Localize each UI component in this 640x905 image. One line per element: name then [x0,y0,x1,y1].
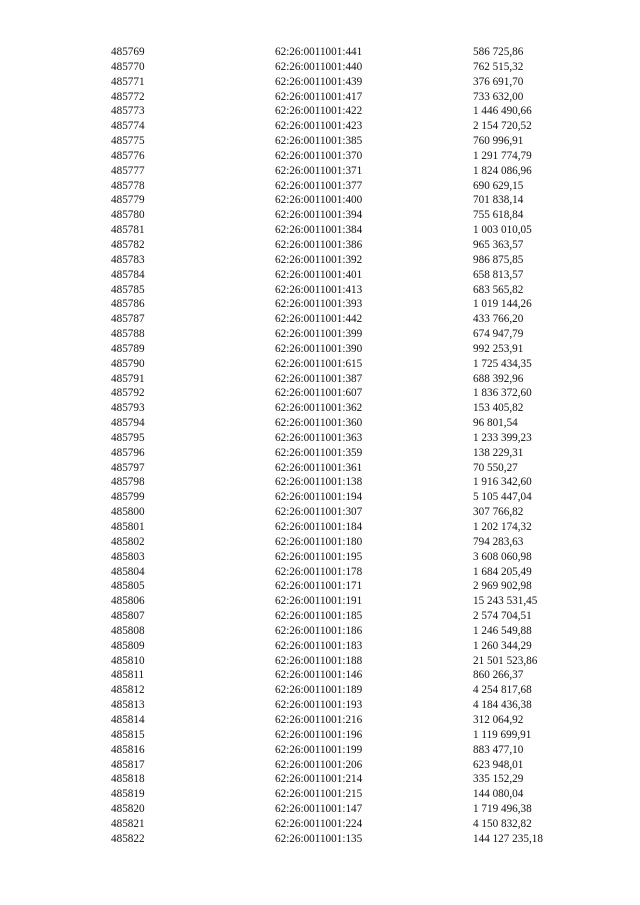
cadastral-number: 62:26:0011001:442 [275,313,363,326]
table-row [0,386,640,401]
row-number: 485809 [111,639,145,652]
cadastral-number: 62:26:0011001:423 [275,120,363,133]
table-row [0,90,640,105]
cadastral-number: 62:26:0011001:607 [275,387,363,400]
cadastral-value: 335 152,29 [473,773,524,786]
cadastral-value: 992 253,91 [473,342,524,355]
row-number: 485822 [111,832,145,845]
cadastral-value: 307 766,82 [473,506,524,519]
table-row [0,535,640,550]
cadastral-value: 1 119 699,91 [473,728,532,741]
table-row [0,520,640,535]
cadastral-number: 62:26:0011001:413 [275,283,363,296]
table-row [0,550,640,565]
cadastral-number: 62:26:0011001:362 [275,402,363,415]
cadastral-number: 62:26:0011001:183 [275,639,363,652]
cadastral-value: 376 691,70 [473,75,524,88]
row-number: 485782 [111,238,145,251]
cadastral-value: 1 233 399,23 [473,431,532,444]
table-row [0,743,640,758]
cadastral-number: 62:26:0011001:178 [275,565,363,578]
row-number: 485797 [111,461,145,474]
cadastral-value: 760 996,91 [473,135,524,148]
cadastral-number: 62:26:0011001:193 [275,699,363,712]
cadastral-value: 138 229,31 [473,446,524,459]
cadastral-number: 62:26:0011001:307 [275,506,363,519]
table-row [0,134,640,149]
table-row [0,698,640,713]
row-number: 485788 [111,328,145,341]
cadastral-value: 1 725 434,35 [473,357,532,370]
table-row [0,624,640,639]
cadastral-value: 2 154 720,52 [473,120,532,133]
cadastral-value: 658 813,57 [473,268,524,281]
cadastral-number: 62:26:0011001:194 [275,491,363,504]
cadastral-number: 62:26:0011001:135 [275,832,363,845]
cadastral-number: 62:26:0011001:216 [275,713,363,726]
cadastral-value: 96 801,54 [473,417,518,430]
cadastral-value: 3 608 060,98 [473,550,532,563]
table-row [0,639,640,654]
cadastral-number: 62:26:0011001:188 [275,654,363,667]
table-row [0,179,640,194]
table-row [0,832,640,847]
table-row [0,60,640,75]
cadastral-value: 1 291 774,79 [473,149,532,162]
cadastral-value: 674 947,79 [473,328,524,341]
table-row [0,461,640,476]
cadastral-number: 62:26:0011001:387 [275,372,363,385]
row-number: 485780 [111,209,145,222]
cadastral-value: 433 766,20 [473,313,524,326]
table-row [0,401,640,416]
cadastral-value: 1 719 496,38 [473,803,532,816]
table-row [0,594,640,609]
cadastral-number: 62:26:0011001:394 [275,209,363,222]
table-row [0,609,640,624]
table-row [0,668,640,683]
table-row [0,119,640,134]
row-number: 485785 [111,283,145,296]
cadastral-value: 1 684 205,49 [473,565,532,578]
cadastral-value: 15 243 531,45 [473,595,538,608]
cadastral-value: 690 629,15 [473,179,524,192]
cadastral-number: 62:26:0011001:214 [275,773,363,786]
cadastral-number: 62:26:0011001:377 [275,179,363,192]
cadastral-value: 1 019 144,26 [473,298,532,311]
cadastral-number: 62:26:0011001:196 [275,728,363,741]
row-number: 485796 [111,446,145,459]
table-row [0,802,640,817]
row-number: 485803 [111,550,145,563]
table-row [0,223,640,238]
row-number: 485819 [111,788,145,801]
cadastral-value: 2 969 902,98 [473,580,532,593]
cadastral-value: 860 266,37 [473,669,524,682]
cadastral-value: 4 254 817,68 [473,684,532,697]
cadastral-number: 62:26:0011001:359 [275,446,363,459]
row-number: 485790 [111,357,145,370]
cadastral-value: 21 501 523,86 [473,654,538,667]
table-row [0,104,640,119]
cadastral-number: 62:26:0011001:615 [275,357,363,370]
row-number: 485813 [111,699,145,712]
cadastral-value: 5 105 447,04 [473,491,532,504]
cadastral-number: 62:26:0011001:206 [275,758,363,771]
row-number: 485792 [111,387,145,400]
row-number: 485779 [111,194,145,207]
cadastral-value: 144 127 235,18 [473,832,543,845]
table-row [0,490,640,505]
cadastral-value: 701 838,14 [473,194,524,207]
row-number: 485800 [111,506,145,519]
cadastral-value: 1 003 010,05 [473,224,532,237]
cadastral-number: 62:26:0011001:371 [275,164,363,177]
table-row [0,654,640,669]
table-row [0,327,640,342]
table-row [0,683,640,698]
cadastral-number: 62:26:0011001:199 [275,743,363,756]
cadastral-number: 62:26:0011001:215 [275,788,363,801]
table-row [0,565,640,580]
row-number: 485794 [111,417,145,430]
cadastral-number: 62:26:0011001:146 [275,669,363,682]
table-row [0,238,640,253]
table-row [0,297,640,312]
cadastral-value: 153 405,82 [473,402,524,415]
table-row [0,283,640,298]
cadastral-number: 62:26:0011001:386 [275,238,363,251]
row-number: 485818 [111,773,145,786]
row-number: 485814 [111,713,145,726]
row-number: 485775 [111,135,145,148]
row-number: 485773 [111,105,145,118]
cadastral-number: 62:26:0011001:370 [275,149,363,162]
cadastral-value: 312 064,92 [473,713,524,726]
row-number: 485774 [111,120,145,133]
cadastral-number: 62:26:0011001:185 [275,610,363,623]
cadastral-number: 62:26:0011001:171 [275,580,363,593]
row-number: 485801 [111,521,145,533]
cadastral-value: 586 725,86 [473,46,524,58]
table-row [0,446,640,461]
cadastral-value: 794 283,63 [473,535,524,548]
row-number: 485812 [111,684,145,697]
table-row [0,75,640,90]
table-row [0,431,640,446]
cadastral-number: 62:26:0011001:184 [275,521,363,533]
row-number: 485808 [111,624,145,637]
cadastral-number: 62:26:0011001:361 [275,461,363,474]
row-number: 485783 [111,253,145,266]
table-row [0,193,640,208]
cadastral-value: 4 150 832,82 [473,817,532,830]
table-row [0,268,640,283]
row-number: 485806 [111,595,145,608]
cadastral-value: 1 916 342,60 [473,476,532,489]
cadastral-number: 62:26:0011001:138 [275,476,363,489]
cadastral-value: 1 446 490,66 [473,105,532,118]
cadastral-value: 733 632,00 [473,90,524,103]
cadastral-value: 762 515,32 [473,60,524,73]
row-number: 485787 [111,313,145,326]
table-row [0,728,640,743]
row-number: 485817 [111,758,145,771]
table-row [0,416,640,431]
table-row [0,342,640,357]
cadastral-value: 965 363,57 [473,238,524,251]
table-row [0,253,640,268]
cadastral-value: 2 574 704,51 [473,610,532,623]
cadastral-number: 62:26:0011001:360 [275,417,363,430]
table-row [0,787,640,802]
row-number: 485784 [111,268,145,281]
table-row [0,505,640,520]
row-number: 485789 [111,342,145,355]
table-row [0,713,640,728]
row-number: 485807 [111,610,145,623]
row-number: 485781 [111,224,145,237]
cadastral-value: 1 836 372,60 [473,387,532,400]
cadastral-number: 62:26:0011001:390 [275,342,363,355]
row-number: 485805 [111,580,145,593]
table-row [0,475,640,490]
cadastral-value: 683 565,82 [473,283,524,296]
row-number: 485810 [111,654,145,667]
table-row [0,772,640,787]
row-number: 485776 [111,149,145,162]
row-number: 485804 [111,565,145,578]
cadastral-value: 1 202 174,32 [473,521,532,533]
cadastral-number: 62:26:0011001:385 [275,135,363,148]
row-number: 485770 [111,60,145,73]
table-row [0,758,640,773]
table-row [0,149,640,164]
cadastral-number: 62:26:0011001:384 [275,224,363,237]
cadastral-number: 62:26:0011001:417 [275,90,363,103]
cadastral-value: 144 080,04 [473,788,524,801]
table-row [0,357,640,372]
row-number: 485802 [111,535,145,548]
cadastral-number: 62:26:0011001:180 [275,535,363,548]
row-number: 485799 [111,491,145,504]
row-number: 485816 [111,743,145,756]
cadastral-number: 62:26:0011001:440 [275,60,363,73]
row-number: 485771 [111,75,145,88]
cadastral-number: 62:26:0011001:191 [275,595,363,608]
table-row [0,817,640,832]
cadastral-number: 62:26:0011001:363 [275,431,363,444]
cadastral-number: 62:26:0011001:422 [275,105,363,118]
row-number: 485795 [111,431,145,444]
table-row [0,312,640,327]
cadastral-number: 62:26:0011001:441 [275,46,363,58]
cadastral-value: 623 948,01 [473,758,524,771]
data-table [0,45,640,847]
row-number: 485820 [111,803,145,816]
row-number: 485769 [111,46,145,58]
row-number: 485815 [111,728,145,741]
row-number: 485778 [111,179,145,192]
cadastral-number: 62:26:0011001:392 [275,253,363,266]
cadastral-number: 62:26:0011001:147 [275,803,363,816]
cadastral-number: 62:26:0011001:189 [275,684,363,697]
row-number: 485786 [111,298,145,311]
row-number: 485798 [111,476,145,489]
cadastral-value: 688 392,96 [473,372,524,385]
cadastral-value: 1 246 549,88 [473,624,532,637]
cadastral-value: 755 618,84 [473,209,524,222]
cadastral-value: 1 824 086,96 [473,164,532,177]
cadastral-value: 1 260 344,29 [473,639,532,652]
table-row [0,164,640,179]
cadastral-number: 62:26:0011001:186 [275,624,363,637]
table-row [0,579,640,594]
row-number: 485791 [111,372,145,385]
cadastral-value: 70 550,27 [473,461,518,474]
table-row [0,45,640,60]
cadastral-number: 62:26:0011001:224 [275,817,363,830]
cadastral-value: 4 184 436,38 [473,699,532,712]
row-number: 485821 [111,817,145,830]
cadastral-value: 986 875,85 [473,253,524,266]
cadastral-value: 883 477,10 [473,743,524,756]
cadastral-number: 62:26:0011001:401 [275,268,363,281]
table-row [0,372,640,387]
table-row [0,208,640,223]
cadastral-number: 62:26:0011001:400 [275,194,363,207]
cadastral-number: 62:26:0011001:393 [275,298,363,311]
row-number: 485811 [111,669,145,682]
cadastral-number: 62:26:0011001:399 [275,328,363,341]
cadastral-number: 62:26:0011001:439 [275,75,363,88]
row-number: 485772 [111,90,145,103]
row-number: 485793 [111,402,145,415]
cadastral-number: 62:26:0011001:195 [275,550,363,563]
row-number: 485777 [111,164,145,177]
